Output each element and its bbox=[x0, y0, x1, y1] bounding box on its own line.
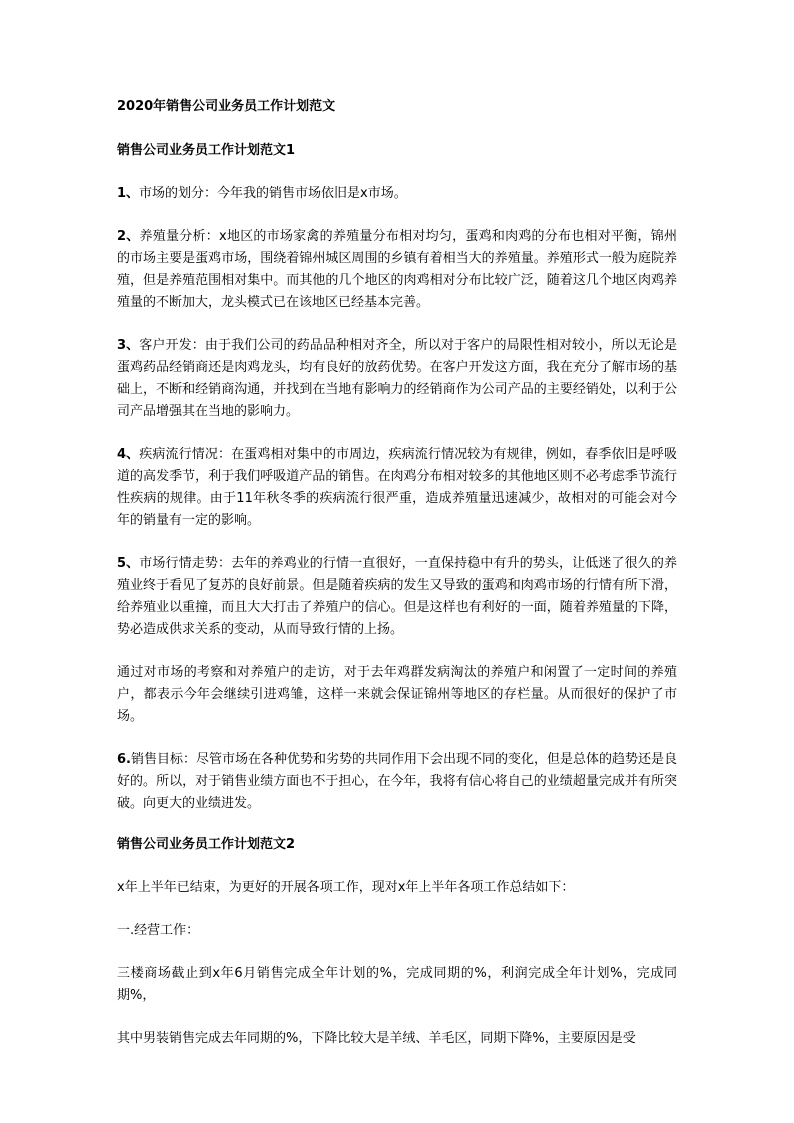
section-1 bbox=[117, 142, 677, 815]
paragraph-market-division bbox=[117, 183, 677, 205]
section-heading: 销售公司业务员工作计划范文2 bbox=[117, 837, 296, 852]
paragraph-text: 销售目标：尽管市场在各种优势和劣势的共同作用下会出现不同的变化，但是总体的趋势还是良好的。所以，对于销售业绩方面也不于担心，在今年，我将有信心将自己的业绩超量完成并有所突破。向更大的业绩进发。 bbox=[117, 752, 677, 811]
paragraph-number: 4、 bbox=[117, 447, 140, 462]
paragraph-text: 客户开发：由于我们公司的药品品种相对齐全，所以对于客户的局限性相对较小，所以无论是蛋鸡药品经销商还是肉鸡龙头，均有良好的放药优势。在客户开发这方面，我在充分了解市场的基础上，不断和经销商沟通，并找到在当地有影响力的经销商作为公司产品的主要经销处，以利于公司产品增强其在当地的影响力。 bbox=[117, 338, 677, 419]
paragraph-number: 2、 bbox=[117, 229, 140, 244]
paragraph-number: 3、 bbox=[117, 338, 140, 353]
paragraph-text: 市场的划分：今年我的销售市场依旧是x市场。 bbox=[139, 186, 407, 201]
document-title: 2020年销售公司业务员工作计划范文 bbox=[117, 99, 336, 114]
paragraph-menswear-results bbox=[117, 1028, 677, 1050]
paragraph-text: 通过对市场的考察和对养殖户的走访，对于去年鸡群发病淘汰的养殖户和闲置了一定时间的养殖户，都表示今年会继续引进鸡雏，这样一来就会保证锦州等地区的存栏量。从而很好的保护了市场。 bbox=[117, 665, 677, 724]
document-page bbox=[117, 98, 677, 1071]
paragraph-disease-situation bbox=[117, 444, 677, 532]
paragraph-operations-heading bbox=[117, 920, 677, 942]
paragraph-sales-results bbox=[117, 963, 677, 1007]
paragraph-customer-development bbox=[117, 335, 677, 423]
section-2 bbox=[117, 836, 677, 1050]
paragraph-intro bbox=[117, 877, 677, 899]
paragraph-text: 一.经营工作： bbox=[117, 923, 200, 938]
paragraph-breeding-analysis bbox=[117, 226, 677, 314]
paragraph-text: 三楼商场截止到x年6月销售完成全年计划的%，完成同期的%，利润完成全年计划%，完成同期%， bbox=[117, 966, 677, 1003]
paragraph-number: 6. bbox=[117, 752, 131, 767]
section-heading: 销售公司业务员工作计划范文1 bbox=[117, 143, 296, 158]
paragraph-text: 疾病流行情况：在蛋鸡相对集中的市周边，疾病流行情况较为有规律，例如，春季依旧是呼吸道的高发季节，利于我们呼吸道产品的销售。在肉鸡分布相对较多的其他地区则不必考虑季节流行性疾病的规律。由于11年秋冬季的疾病流行很严重，造成养殖量迅速减少，故相对的可能会对今年的销量有一定的影响。 bbox=[117, 447, 677, 528]
paragraph-text: x年上半年已结束，为更好的开展各项工作，现对x年上半年各项工作总结如下： bbox=[117, 880, 575, 895]
paragraph-number: 1、 bbox=[117, 186, 140, 201]
paragraph-text: 其中男装销售完成去年同期的%，下降比较大是羊绒、羊毛区，同期下降%，主要原因是受 bbox=[117, 1031, 636, 1046]
paragraph-sales-target bbox=[117, 749, 677, 815]
paragraph-text: 养殖量分析：x地区的市场家禽的养殖量分布相对均匀，蛋鸡和肉鸡的分布也相对平衡，锦州的市场主要是蛋鸡市场，围绕着锦州城区周围的乡镇有着相当大的养殖量。养殖形式一般为庭院养殖，但是养殖范围相对集中。而其他的几个地区的肉鸡相对分布比较广泛，随着这几个地区肉鸡养殖量的不断加大，龙头模式已在该地区已经基本完善。 bbox=[117, 229, 678, 310]
paragraph-market-survey bbox=[117, 662, 677, 728]
paragraph-number: 5、 bbox=[117, 556, 140, 571]
paragraph-market-trend bbox=[117, 553, 677, 641]
paragraph-text: 市场行情走势：去年的养鸡业的行情一直很好，一直保持稳中有升的势头，让低迷了很久的养殖业终于看见了复苏的良好前景。但是随着疾病的发生又导致的蛋鸡和肉鸡市场的行情有所下滑，给养殖业以重撞，而且大大打击了养殖户的信心。但是这样也有利好的一面，随着养殖量的下降，势必造成供求关系的变动，从而导致行情的上扬。 bbox=[117, 556, 677, 637]
